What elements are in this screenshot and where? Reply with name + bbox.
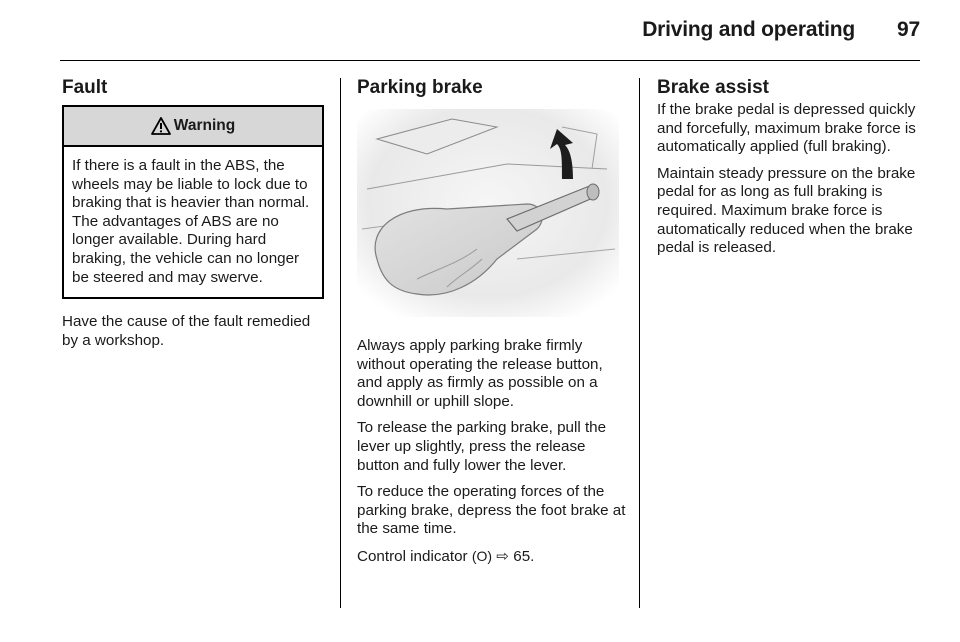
left-column [62, 77, 326, 358]
parking-brake-para-2: To release the parking brake, pull the lever up slightly, press the release button and fully lower the lever. [357, 419, 607, 474]
right-column [657, 77, 925, 266]
section-title: Driving and operating [642, 18, 856, 41]
parking-brake-heading: Parking brake [357, 77, 483, 98]
page-number: 97 [897, 18, 920, 41]
brake-assist-heading: Brake assist [657, 77, 769, 98]
parking-brake-para-1: Always apply parking brake firmly without operating the release button, and apply as firmly as possible on a downhill or uphill slope. [357, 337, 603, 410]
warning-title: Warning [173, 116, 236, 134]
header-divider [60, 60, 920, 61]
control-indicator-line [357, 547, 627, 567]
page-header [620, 18, 920, 42]
warning-triangle-icon [151, 117, 171, 135]
fault-paragraph: Have the cause of the fault remedied by a workshop. [62, 313, 311, 349]
control-indicator-label: Control indicator [357, 547, 468, 565]
middle-column [357, 77, 627, 575]
fault-heading: Fault [62, 77, 108, 98]
parking-brake-para-3: To reduce the operating forces of the parking brake, depress the foot brake at the same time. [357, 483, 626, 538]
warning-text: If there is a fault in the ABS, the wheels may be liable to lock due to braking that is heavier than normal. The advantages of ABS are no longer available. During hard braking, the vehicle can no longer be steered and may swerve. [72, 157, 310, 286]
brake-indicator-icon: (O) [471, 547, 493, 564]
brake-assist-para-1: If the brake pedal is depressed quickly and forcefully, maximum brake force is automatically applied (full braking). [657, 101, 916, 156]
parking-brake-lever-illustration [357, 109, 619, 317]
page-ref-arrow-icon: ⇨ [496, 547, 510, 565]
column-divider-1 [340, 78, 341, 608]
control-indicator-page-ref[interactable]: 65. [513, 547, 535, 565]
warning-header [64, 107, 322, 147]
brake-assist-para-2: Maintain steady pressure on the brake pedal for as long as full braking is required. Maximum brake force is automatically reduced when the brake pedal is released. [657, 164, 916, 257]
warning-box [62, 105, 324, 299]
column-divider-2 [639, 78, 640, 608]
